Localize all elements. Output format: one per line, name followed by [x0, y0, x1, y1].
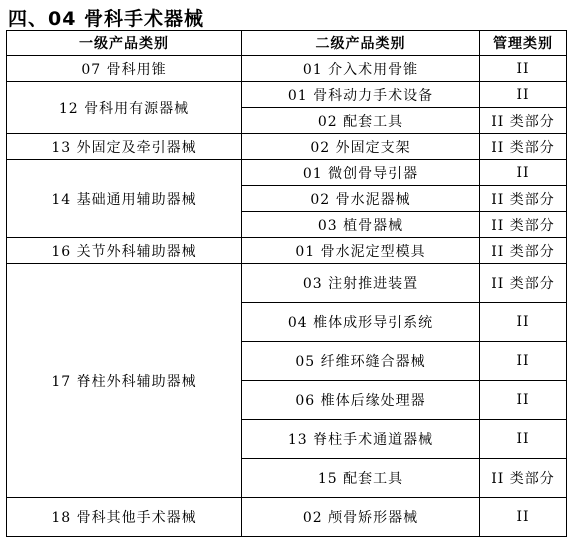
class-cell: II: [480, 498, 567, 537]
class-cell: II: [480, 160, 567, 186]
level1-cell: 17 脊柱外科辅助器械: [7, 264, 242, 498]
level2-cell: 01 骨科动力手术设备: [242, 82, 480, 108]
class-cell: II: [480, 56, 567, 82]
level2-cell: 01 微创骨导引器: [242, 160, 480, 186]
level2-cell: 13 脊柱手术通道器械: [242, 420, 480, 459]
level2-cell: 03 注射推进装置: [242, 264, 480, 303]
table-row: [7, 134, 567, 160]
class-cell: II 类部分: [480, 238, 567, 264]
level2-cell: 02 骨水泥器械: [242, 186, 480, 212]
level1-cell: 12 骨科用有源器械: [7, 82, 242, 134]
level1-cell: 07 骨科用锥: [7, 56, 242, 82]
level2-cell: 04 椎体成形导引系统: [242, 303, 480, 342]
level2-cell: 02 外固定支架: [242, 134, 480, 160]
level2-cell: 05 纤维环缝合器械: [242, 342, 480, 381]
level2-cell: 01 骨水泥定型模具: [242, 238, 480, 264]
level2-cell: 03 植骨器械: [242, 212, 480, 238]
level1-cell: 13 外固定及牵引器械: [7, 134, 242, 160]
header-class: 管理类别: [480, 31, 567, 56]
header-level2: 二级产品类别: [242, 31, 480, 56]
table-header-row: [7, 31, 567, 56]
class-cell: II 类部分: [480, 459, 567, 498]
level2-cell: 01 介入术用骨锥: [242, 56, 480, 82]
class-cell: II 类部分: [480, 212, 567, 238]
table-row: [7, 56, 567, 82]
class-cell: II 类部分: [480, 108, 567, 134]
table-row: [7, 238, 567, 264]
class-cell: II: [480, 82, 567, 108]
class-cell: II: [480, 420, 567, 459]
table-row: [7, 264, 567, 303]
class-cell: II: [480, 381, 567, 420]
page-title: 四、04 骨科手术器械: [8, 8, 205, 30]
table-row: [7, 160, 567, 186]
table-row: [7, 82, 567, 108]
class-cell: II: [480, 342, 567, 381]
level1-cell: 16 关节外科辅助器械: [7, 238, 242, 264]
class-cell: II 类部分: [480, 186, 567, 212]
class-cell: II 类部分: [480, 264, 567, 303]
table-row: [7, 498, 567, 537]
class-cell: II: [480, 303, 567, 342]
level1-cell: 18 骨科其他手术器械: [7, 498, 242, 537]
level2-cell: 06 椎体后缘处理器: [242, 381, 480, 420]
header-level1: 一级产品类别: [7, 31, 242, 56]
level2-cell: 15 配套工具: [242, 459, 480, 498]
level2-cell: 02 颅骨矫形器械: [242, 498, 480, 537]
level1-cell: 14 基础通用辅助器械: [7, 160, 242, 238]
level2-cell: 02 配套工具: [242, 108, 480, 134]
device-category-table: [6, 30, 567, 537]
class-cell: II 类部分: [480, 134, 567, 160]
